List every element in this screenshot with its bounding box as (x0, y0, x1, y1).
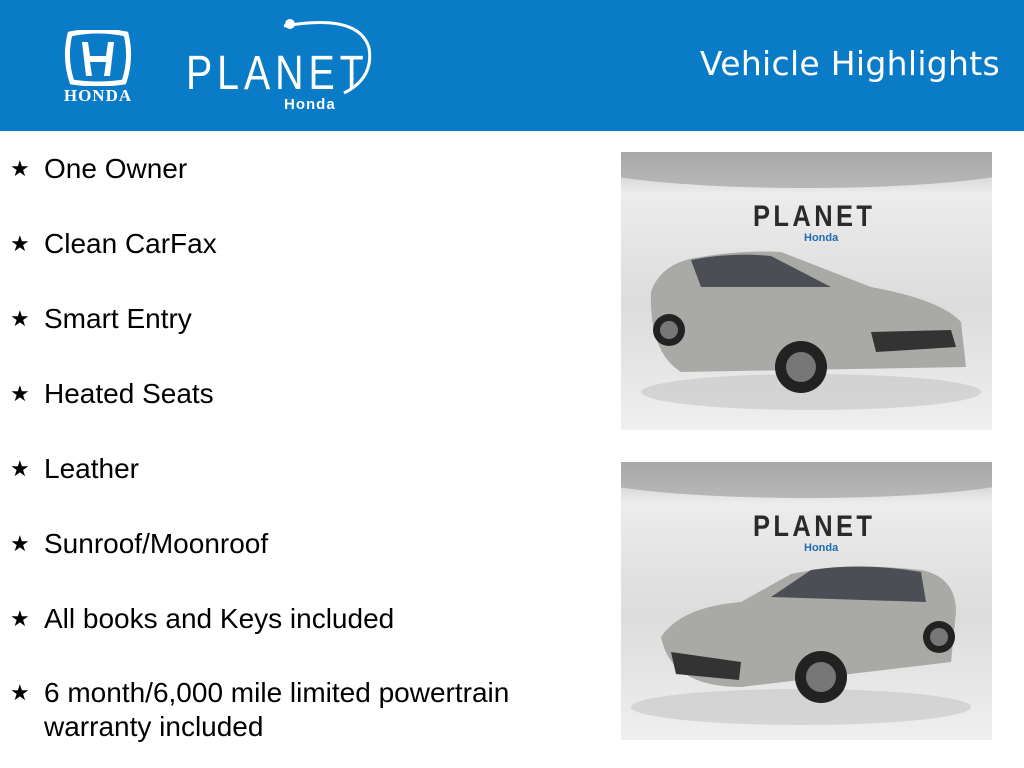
star-icon: ★ (10, 531, 30, 556)
planet-wordmark: PLANET (186, 47, 369, 100)
highlight-text: 6 month/6,000 mile limited powertrain warranty included (44, 677, 510, 742)
star-icon: ★ (10, 381, 30, 406)
star-icon: ★ (10, 231, 30, 256)
highlight-text: All books and Keys included (44, 603, 395, 634)
honda-wordmark: HONDA (63, 86, 133, 105)
car-illustration (621, 462, 992, 740)
star-icon: ★ (10, 456, 30, 481)
highlight-item (10, 302, 590, 336)
highlight-item (10, 377, 590, 411)
highlight-text: Leather (44, 453, 139, 484)
honda-logo (40, 30, 156, 106)
highlight-item (10, 527, 590, 561)
highlight-text: One Owner (44, 153, 188, 184)
highlight-item (10, 227, 590, 261)
page-title: Vehicle Highlights (699, 44, 1000, 83)
star-icon: ★ (10, 156, 30, 181)
vehicle-photo-front-left (621, 462, 992, 740)
highlight-item (10, 676, 590, 744)
highlight-item (10, 452, 590, 486)
highlight-text: Smart Entry (44, 303, 192, 334)
photo-watermark-logo: PLANET (753, 200, 876, 233)
highlight-item (10, 602, 590, 636)
planet-honda-logo (184, 18, 384, 118)
star-icon: ★ (10, 606, 30, 631)
highlight-text: Heated Seats (44, 378, 214, 409)
star-icon: ★ (10, 680, 30, 705)
highlight-item (10, 152, 590, 186)
planet-honda-subtext: Honda (284, 96, 336, 113)
vehicle-photo-front-right (621, 152, 992, 430)
highlight-text: Sunroof/Moonroof (44, 528, 269, 559)
photo-watermark-subtext: Honda (804, 542, 839, 554)
honda-h-icon (40, 30, 156, 86)
header-banner (0, 0, 1024, 131)
car-illustration (621, 152, 992, 430)
highlight-text: Clean CarFax (44, 228, 217, 259)
photo-watermark-logo: PLANET (753, 510, 876, 543)
star-icon: ★ (10, 306, 30, 331)
photo-watermark-subtext: Honda (804, 232, 839, 244)
